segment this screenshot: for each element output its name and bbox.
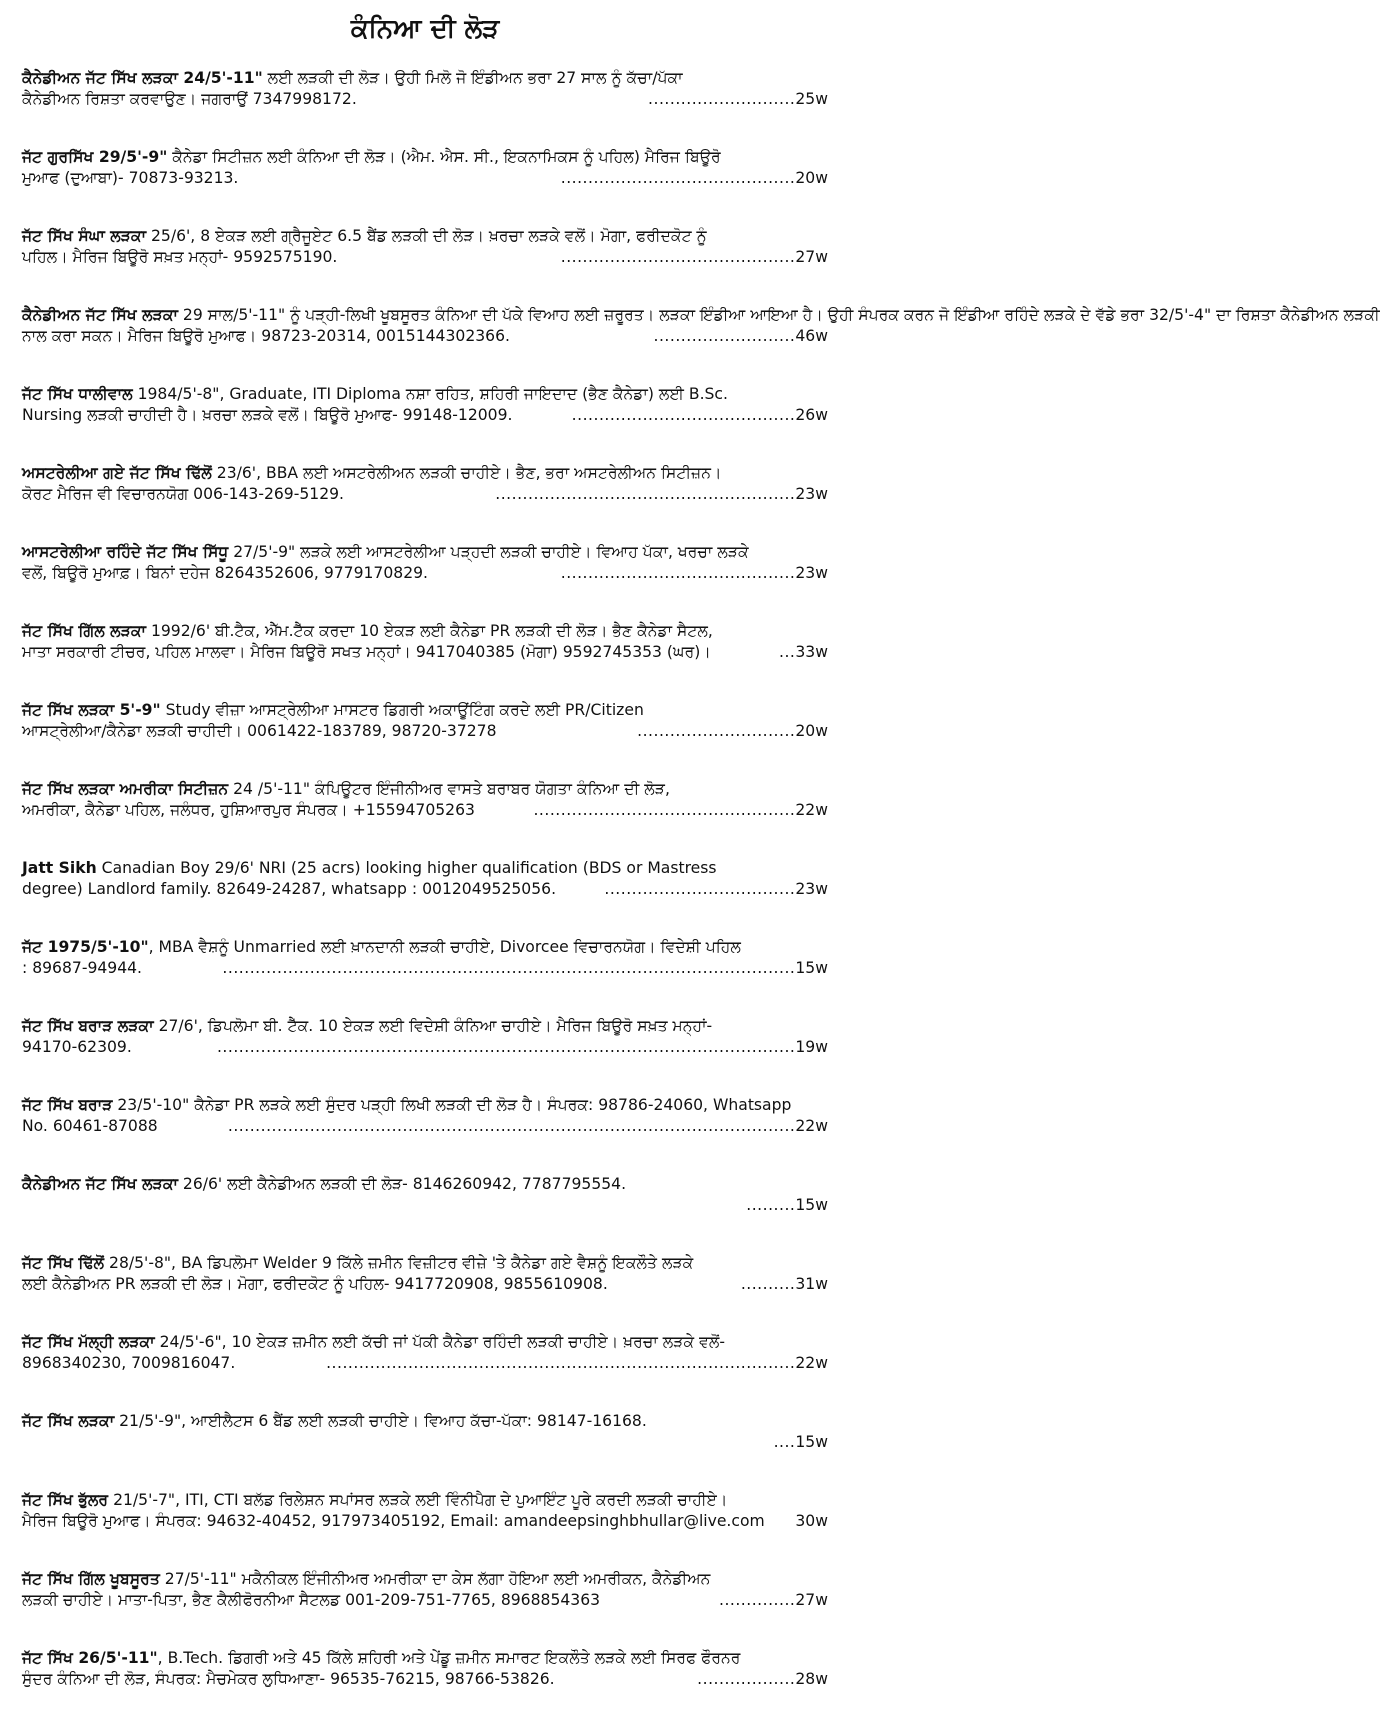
ad-text: 1984/5'-8", Graduate, ITI Diploma ਨਸ਼ਾ ਰਹਿਤ, ਸ਼ਹਿਰੀ ਜਾਇਦਾਦ (ਭੈਣ ਕੈਨੇਡਾ) ਲਈ B.Sc. [132, 385, 728, 403]
ad-leader-dots: ... [779, 643, 796, 661]
ad-headline: ਜੱਟ ਸਿੱਖ ਮੱਲ੍ਹੀ ਲੜਕਾ [22, 1333, 155, 1351]
ad-first-line [22, 1648, 828, 1669]
ad-entry [22, 1648, 828, 1712]
ad-entry [22, 858, 828, 922]
ad-first-line [22, 68, 828, 89]
ad-first-line [22, 1095, 828, 1116]
ad-second-line [22, 1116, 828, 1137]
ad-word-count: 31w [795, 1275, 828, 1293]
ad-contact-text: ਵਲੋਂ, ਬਿਊਰੋ ਮੁਆਫ਼। ਬਿਨਾਂ ਦਹੇਜ 8264352606, 9779170829. [22, 564, 428, 582]
ad-word-count: 22w [795, 801, 828, 819]
ad-word-count: 22w [795, 1117, 828, 1135]
ad-word-count: 23w [795, 880, 828, 898]
ad-second-line [22, 800, 828, 821]
ad-text: , B.Tech. ਡਿਗਰੀ ਅਤੇ 45 ਕਿੱਲੇ ਸ਼ਹਿਰੀ ਅਤੇ ਪੇਂਡੂ ਜ਼ਮੀਨ ਸਮਾਰਟ ਇਕਲੌਤੇ ਲੜਕੇ ਲਈ ਸਿਰਫ ਫੌਰਨਰ [157, 1649, 741, 1667]
ad-entry [22, 1253, 828, 1317]
ad-separator [22, 1712, 828, 1727]
ad-word-count: 15w [795, 959, 828, 977]
ad-headline: ਜੱਟ ਸਿੱਖ 26/5'-11" [22, 1649, 158, 1667]
ad-entry [22, 1016, 828, 1080]
ad-text: 26/6' ਲਈ ਕੈਨੇਡੀਅਨ ਲੜਕੀ ਦੀ ਲੋੜ- 8146260942, 7787795554. [177, 1175, 627, 1193]
ad-contact-text: ਮੈਰਿਜ ਬਿਊਰੋ ਮੁਆਫ। ਸੰਪਰਕ: 94632-40452, 917973405192, Email: amandeepsinghbhullar@live.com [22, 1512, 765, 1530]
ad-contact-text: ਲੜਕੀ ਚਾਹੀਏ। ਮਾਤਾ-ਪਿਤਾ, ਭੈਣ ਕੈਲੀਫੋਰਨੀਆ ਸੈਟਲਡ 001-209-751-7765, 8968854363 [22, 1591, 601, 1609]
ad-text: 23/6', BBA ਲਈ ਅਸਟਰੇਲੀਅਨ ਲੜਕੀ ਚਾਹੀਏ। ਭੈਣ, ਭਰਾ ਅਸਟਰੇਲੀਅਨ ਸਿਟੀਜ਼ਨ। [211, 464, 722, 482]
ad-headline: ਜੱਟ ਗੁਰਸਿੱਖ 29/5'-9" [22, 148, 168, 166]
ad-second-line [22, 1274, 828, 1295]
ad-entry [22, 147, 828, 211]
ad-contact-text: ਲਈ ਕੈਨੇਡੀਅਨ PR ਲੜਕੀ ਦੀ ਲੋੜ। ਮੋਗਾ, ਫਰੀਦਕੋਟ ਨੂੰ ਪਹਿਲ- 9417720908, 9855610908. [22, 1275, 608, 1293]
ad-text: 1992/6' ਬੀ.ਟੈਕ, ਐੱਮ.ਟੈੱਕ ਕਰਦਾ 10 ਏਕੜ ਲਈ ਕੈਨੇਡਾ PR ਲੜਕੀ ਦੀ ਲੋੜ। ਭੈਣ ਕੈਨੇਡਾ ਸੈਟਲ, [146, 622, 713, 640]
ad-headline: ਜੱਟ ਸਿੱਖ ਭੁੱਲਰ [22, 1491, 109, 1509]
ad-text: 21/5'-9", ਆਈਲੈਟਸ 6 ਬੈਂਡ ਲਈ ਲੜਕੀ ਚਾਹੀਏ। ਵਿਆਹ ਕੱਚਾ-ਪੱਕਾ: 98147-16168. [114, 1412, 647, 1430]
ad-leader-dots: ....................................................... [495, 485, 796, 503]
ad-separator [22, 1554, 828, 1569]
ad-contact-text: ਪਹਿਲ। ਮੈਰਿਜ ਬਿਊਰੋ ਸਖ਼ਤ ਮਨ੍ਹਾਂ- 9592575190. [22, 248, 338, 266]
ad-second-line [22, 247, 828, 268]
ad-leader-dots: .................. [697, 1670, 796, 1688]
ad-second-line [22, 1432, 828, 1453]
ad-second-line [22, 326, 828, 347]
ad-second-line [22, 1353, 828, 1374]
ad-word-count: 15w [795, 1196, 828, 1214]
ad-word-count: 23w [795, 485, 828, 503]
ad-leader-dots: ................................... [604, 880, 796, 898]
ad-first-line [22, 1016, 828, 1037]
ad-second-line [22, 89, 828, 110]
ad-first-line [22, 779, 828, 800]
ad-entry [22, 1174, 828, 1238]
ad-separator [22, 1396, 828, 1411]
ad-second-line [22, 1195, 828, 1216]
ad-entry [22, 1411, 828, 1475]
ad-contact-text: No. 60461-87088 [22, 1117, 158, 1135]
ads-list [22, 68, 1380, 1727]
ad-contact-text: ਅਮਰੀਕਾ, ਕੈਨੇਡਾ ਪਹਿਲ, ਜਲੰਧਰ, ਹੁਸ਼ਿਆਰਪੁਰ ਸੰਪਰਕ। +15594705263 [22, 801, 475, 819]
ad-entry [22, 1490, 828, 1554]
ad-headline: ਜੱਟ ਸਿੱਖ ਗਿੱਲ ਲੜਕਾ [22, 622, 146, 640]
ad-entry [22, 542, 828, 606]
ad-separator [22, 922, 828, 937]
ad-text: Canadian Boy 29/6' NRI (25 acrs) looking higher qualification (BDS or Mastress [96, 859, 717, 877]
ad-first-line [22, 700, 828, 721]
ad-entry [22, 1095, 828, 1159]
ad-leader-dots: ...................................................................................... [326, 1354, 796, 1372]
ad-headline: ਜੱਟ ਸਿੱਖ ਧਾਲੀਵਾਲ [22, 385, 133, 403]
ad-leader-dots: ........................................................................................................ [227, 1117, 796, 1135]
ad-text: 27/6', ਡਿਪਲੋਮਾ ਬੀ. ਟੈੱਕ. 10 ਏਕੜ ਲਈ ਵਿਦੇਸ਼ੀ ਕੰਨਿਆ ਚਾਹੀਏ। ਮੈਰਿਜ ਬਿਊਰੋ ਸਖ਼ਤ ਮਨ੍ਹਾਂ- [153, 1017, 713, 1035]
ad-text: Study ਵੀਜ਼ਾ ਆਸਟ੍ਰੇਲੀਆ ਮਾਸਟਰ ਡਿਗਰੀ ਅਕਾਊਂਟਿੰਗ ਕਰਦੇ ਲਈ PR/Citizen [160, 701, 644, 719]
ad-leader-dots: ......................................... [571, 406, 796, 424]
ad-contact-text: 8968340230, 7009816047. [22, 1354, 236, 1372]
ad-separator [22, 448, 828, 463]
ad-second-line [22, 721, 828, 742]
ad-word-count: 30w [795, 1512, 828, 1530]
ad-separator [22, 1159, 828, 1174]
ad-headline: ਅਸਟਰੇਲੀਆ ਗਏ ਜੱਟ ਸਿੱਖ ਢਿੱਲੋਂ [22, 464, 212, 482]
ad-first-line [22, 937, 828, 958]
ad-text: 25/6', 8 ਏਕੜ ਲਈ ਗ੍ਰੈਜੂਏਟ 6.5 ਬੈਂਡ ਲੜਕੀ ਦੀ ਲੋੜ। ਖ਼ਰਚਾ ਲੜਕੇ ਵਲੋਂ। ਮੋਗਾ, ਫਰੀਦਕੋਟ ਨੂੰ [146, 227, 707, 245]
ad-text: 24/5'-6", 10 ਏਕੜ ਜ਼ਮੀਨ ਲਈ ਕੱਚੀ ਜਾਂ ਪੱਕੀ ਕੈਨੇਡਾ ਰਹਿੰਦੀ ਲੜਕੀ ਚਾਹੀਏ। ਖ਼ਰਚਾ ਲੜਕੇ ਵਲੋਂ- [154, 1333, 725, 1351]
ad-headline: ਆਸਟਰੇਲੀਆ ਰਹਿੰਦੇ ਜੱਟ ਸਿੱਖ ਸਿੱਧੂ [22, 543, 229, 561]
ad-leader-dots: ................................................ [533, 801, 796, 819]
ad-entry [22, 1569, 828, 1633]
ad-headline: ਜੱਟ 1975/5'-10" [22, 938, 149, 956]
ad-word-count: 46w [795, 327, 828, 345]
ad-entry [22, 937, 828, 1001]
ad-second-line [22, 642, 828, 663]
ad-leader-dots: .......................... [653, 327, 796, 345]
ad-word-count: 15w [795, 1433, 828, 1451]
ad-second-line [22, 168, 828, 189]
ad-text: , MBA ਵੈਸ਼ਨੂੰ Unmarried ਲਈ ਖ਼ਾਨਦਾਨੀ ਲੜਕੀ ਚਾਹੀਏ, Divorcee ਵਿਚਾਰਨਯੋਗ। ਵਿਦੇਸ਼ੀ ਪਹਿਲ [148, 938, 741, 956]
ad-word-count: 22w [795, 1354, 828, 1372]
ad-second-line [22, 1590, 828, 1611]
ad-first-line [22, 1174, 828, 1195]
page-title: ਕੰਨਿਆ ਦੀ ਲੋੜ [350, 14, 500, 44]
ad-separator [22, 843, 828, 858]
ad-contact-text [22, 1432, 774, 1453]
ad-second-line [22, 1669, 828, 1690]
ad-leader-dots: ............................. [637, 722, 796, 740]
ad-word-count: 33w [795, 643, 828, 661]
ad-word-count: 26w [795, 406, 828, 424]
ad-second-line [22, 1511, 828, 1532]
ad-first-line [22, 1253, 828, 1274]
ad-leader-dots: ......................................................................................................... [222, 959, 796, 977]
ad-word-count: 25w [795, 90, 828, 108]
ad-text: 24 /5'-11" ਕੰਪਿਊਟਰ ਇੰਜੀਨੀਅਰ ਵਾਸਤੇ ਬਰਾਬਰ ਯੋਗਤਾ ਕੰਨਿਆ ਦੀ ਲੋੜ, [228, 780, 670, 798]
ad-first-line [22, 1490, 828, 1511]
ad-word-count: 28w [795, 1670, 828, 1688]
ad-headline: ਜੱਟ ਸਿੱਖ ਗਿੱਲ ਖੂਬਸੂਰਤ [22, 1570, 160, 1588]
ad-contact-text: ਮਾਤਾ ਸਰਕਾਰੀ ਟੀਚਰ, ਪਹਿਲ ਮਾਲਵਾ। ਮੈਰਿਜ ਬਿਊਰੋ ਸਖਤ ਮਨ੍ਹਾਂ। 9417040385 (ਮੋਗਾ) 9592745353 (ਘਰ)। [22, 643, 711, 661]
ad-text: 28/5'-8", BA ਡਿਪਲੋਮਾ Welder 9 ਕਿੱਲੇ ਜ਼ਮੀਨ ਵਿਜ਼ੀਟਰ ਵੀਜ਼ੇ 'ਤੇ ਕੈਨੇਡਾ ਗਏ ਵੈਸ਼ਨੂੰ ਇਕਲੌਤੇ ਲੜਕੇ [104, 1254, 694, 1272]
ad-separator [22, 527, 828, 542]
ad-entry [22, 226, 828, 290]
ad-first-line [22, 384, 828, 405]
ad-text: 21/5'-7", ITI, CTI ਬਲੱਡ ਰਿਲੇਸ਼ਨ ਸਪਾਂਸਰ ਲੜਕੇ ਲਈ ਵਿੰਨੀਪੈਗ ਦੇ ਪੁਆਇੰਟ ਪੂਰੇ ਕਰਦੀ ਲੜਕੀ ਚਾਹੀਏ। [108, 1491, 728, 1509]
ad-contact-text: ਆਸਟ੍ਰੇਲੀਆ/ਕੈਨੇਡਾ ਲੜਕੀ ਚਾਹੀਦੀ। 0061422-183789, 98720-37278 [22, 722, 497, 740]
ad-contact-text: ਕੈਨੇਡੀਅਨ ਰਿਸ਼ਤਾ ਕਰਵਾਉਣ। ਜਗਰਾਉਂ 7347998172. [22, 90, 357, 108]
ad-headline: ਜੱਟ ਸਿੱਖ ਢਿੱਲੋਂ [22, 1254, 105, 1272]
ad-text: 27/5'-9" ਲੜਕੇ ਲਈ ਆਸਟਰੇਲੀਆ ਪੜ੍ਹਦੀ ਲੜਕੀ ਚਾਹੀਏ। ਵਿਆਹ ਪੱਕਾ, ਖਰਚਾ ਲੜਕੇ [228, 543, 749, 561]
ad-entry [22, 384, 828, 448]
ad-second-line [22, 405, 828, 426]
ad-leader-dots: ......... [746, 1196, 796, 1214]
ad-headline: ਜੱਟ ਸਿੱਖ ਬਰਾੜ ਲੜਕਾ [22, 1017, 154, 1035]
ad-separator [22, 606, 828, 621]
ad-contact-text: ਮੁਆਫ (ਦੁਆਬਾ)- 70873-93213. [22, 169, 239, 187]
ad-entry [22, 68, 828, 132]
ad-second-line [22, 484, 828, 505]
ad-headline: ਜੱਟ ਸਿੱਖ ਲੜਕਾ 5'-9" [22, 701, 161, 719]
ad-entry [22, 621, 828, 685]
ad-separator [22, 1238, 828, 1253]
ad-separator [22, 211, 828, 226]
ad-second-line [22, 879, 828, 900]
ad-separator [22, 685, 828, 700]
ad-leader-dots: .......... [740, 1275, 796, 1293]
ad-headline: ਕੈਨੇਡੀਅਨ ਜੱਟ ਸਿੱਖ ਲੜਕਾ [22, 306, 178, 324]
ad-first-line [22, 305, 1380, 326]
ad-headline: ਜੱਟ ਸਿੱਖ ਲੜਕਾ ਅਮਰੀਕਾ ਸਿਟੀਜ਼ਨ [22, 780, 229, 798]
ad-text: ਲਈ ਲੜਕੀ ਦੀ ਲੋੜ। ਉਹੀ ਮਿਲੋ ਜੋ ਇੰਡੀਅਨ ਭਰਾ 27 ਸਾਲ ਨੂੰ ਕੱਚਾ/ਪੱਕਾ [262, 69, 683, 87]
ad-separator [22, 1317, 828, 1332]
ad-text: 23/5'-10" ਕੈਨੇਡਾ PR ਲੜਕੇ ਲਈ ਸੁੰਦਰ ਪੜ੍ਹੀ ਲਿਖੀ ਲੜਕੀ ਦੀ ਲੋੜ ਹੈ। ਸੰਪਰਕ: 98786-24060, Whatsapp [112, 1096, 792, 1114]
ad-first-line [22, 542, 828, 563]
ad-entry [22, 779, 828, 843]
ad-first-line [22, 1569, 828, 1590]
ad-second-line [22, 958, 828, 979]
ad-separator [22, 1475, 828, 1490]
ad-entry [22, 463, 828, 527]
ad-entry [22, 1332, 828, 1396]
ad-word-count: 27w [795, 1591, 828, 1609]
ad-first-line [22, 147, 828, 168]
ad-contact-text: degree) Landlord family. 82649-24287, whatsapp : 0012049525056. [22, 880, 557, 898]
ad-headline: ਜੱਟ ਸਿੱਖ ਬਰਾੜ [22, 1096, 113, 1114]
ad-headline: ਕੈਨੇਡੀਅਨ ਜੱਟ ਸਿੱਖ ਲੜਕਾ 24/5'-11" [22, 69, 263, 87]
ad-text: 27/5'-11" ਮਕੈਨੀਕਲ ਇੰਜੀਨੀਅਰ ਅਮਰੀਕਾ ਦਾ ਕੇਸ ਲੱਗਾ ਹੋਇਆ ਲਈ ਅਮਰੀਕਨ, ਕੈਨੇਡੀਅਨ [159, 1570, 711, 1588]
ad-leader-dots: ........................................... [560, 564, 796, 582]
ad-contact-text: ਸੁੰਦਰ ਕੰਨਿਆ ਦੀ ਲੋੜ, ਸੰਪਰਕ: ਮੈਚਮੇਕਰ ਲੁਧਿਆਣਾ- 96535-76215, 98766-53826. [22, 1670, 555, 1688]
ad-word-count: 20w [795, 722, 828, 740]
ad-contact-text: 94170-62309. [22, 1038, 132, 1056]
ad-entry [22, 700, 828, 764]
ad-second-line [22, 563, 828, 584]
ad-first-line [22, 226, 828, 247]
ad-separator [22, 1633, 828, 1648]
ad-word-count: 23w [795, 564, 828, 582]
ad-leader-dots: .............. [718, 1591, 796, 1609]
ad-first-line [22, 858, 828, 879]
ad-separator [22, 132, 828, 147]
ad-contact-text: Nursing ਲੜਕੀ ਚਾਹੀਦੀ ਹੈ। ਖ਼ਰਚਾ ਲੜਕੇ ਵਲੋਂ। ਬਿਊਰੋ ਮੁਆਫ- 99148-12009. [22, 406, 513, 424]
ad-text: ਕੈਨੇਡਾ ਸਿਟੀਜ਼ਨ ਲਈ ਕੰਨਿਆ ਦੀ ਲੋੜ। (ਐਮ. ਐਸ. ਸੀ., ਇਕਨਾਮਿਕਸ ਨੂੰ ਪਹਿਲ) ਮੈਰਿਜ ਬਿਊਰੋ [167, 148, 721, 166]
ad-headline: ਜੱਟ ਸਿੱਖ ਲੜਕਾ [22, 1412, 115, 1430]
ad-separator [22, 290, 828, 305]
ad-word-count: 27w [795, 248, 828, 266]
ad-text: 29 ਸਾਲ/5'-11" ਨੂੰ ਪੜ੍ਹੀ-ਲਿਖੀ ਖੂਬਸੂਰਤ ਕੰਨਿਆ ਦੀ ਪੱਕੇ ਵਿਆਹ ਲਈ ਜ਼ਰੂਰਤ। ਲੜਕਾ ਇੰਡੀਆ ਆਇਆ ਹੈ। ਉਹੀ ਸੰਪਰਕ ਕਰਨ ਜੋ ਇੰਡੀਆ ਰਹਿੰਦੇ ਲੜਕੇ ਦੇ ਵੱਡੇ ਭਰਾ 32/5'-4" ਦਾ ਰਿਸ਼ਤਾ ਕੈਨੇਡੀਅਨ ਲੜਕੀ [177, 306, 1380, 324]
ad-word-count: 20w [795, 169, 828, 187]
ad-first-line [22, 1411, 828, 1432]
ad-first-line [22, 463, 828, 484]
ad-separator [22, 369, 828, 384]
ad-first-line [22, 621, 828, 642]
ad-headline: ਕੈਨੇਡੀਅਨ ਜੱਟ ਸਿੱਖ ਲੜਕਾ [22, 1175, 178, 1193]
ad-leader-dots: ........................................... [560, 248, 796, 266]
ad-contact-text [22, 1195, 746, 1216]
ad-leader-dots: ........................................... [560, 169, 796, 187]
ad-headline: ਜੱਟ ਸਿੱਖ ਸੰਘਾ ਲੜਕਾ [22, 227, 147, 245]
ad-contact-text: : 89687-94944. [22, 959, 143, 977]
ad-leader-dots: ........................... [648, 90, 796, 108]
ad-leader-dots: .... [773, 1433, 796, 1451]
ad-contact-text: ਨਾਲ ਕਰਾ ਸਕਨ। ਮੈਰਿਜ ਬਿਊਰੋ ਮੁਆਫ। 98723-20314, 0015144302366. [22, 327, 510, 345]
ad-contact-text: ਕੋਰਟ ਮੈਰਿਜ ਵੀ ਵਿਚਾਰਨਯੋਗ 006-143-269-5129. [22, 485, 344, 503]
ad-first-line [22, 1332, 828, 1353]
ad-headline: Jatt Sikh [22, 859, 97, 877]
ad-leader-dots: .......................................................................................................... [216, 1038, 796, 1056]
ad-separator [22, 1080, 828, 1095]
ad-word-count: 19w [795, 1038, 828, 1056]
ad-entry [22, 305, 1380, 369]
ad-separator [22, 764, 828, 779]
ad-second-line [22, 1037, 828, 1058]
ad-separator [22, 1001, 828, 1016]
